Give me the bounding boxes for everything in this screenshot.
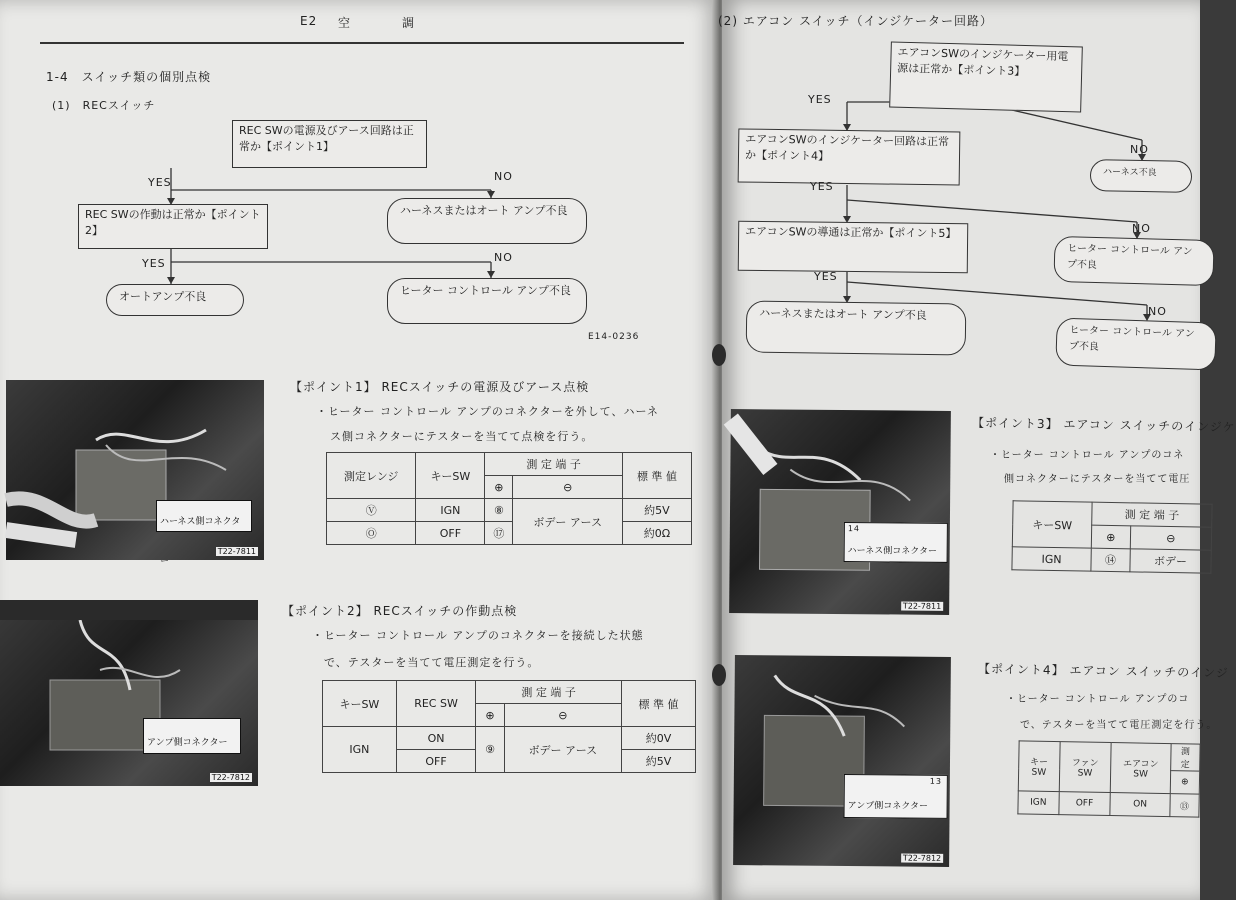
p2-ground: ボデー アース xyxy=(504,727,621,773)
point2-desc1: ・ヒーター コントロール アンプのコネクターを接続した状態 xyxy=(312,629,644,642)
p1-h-plus: ⊕ xyxy=(485,476,513,499)
right-flow-no3: NO xyxy=(1148,305,1167,318)
photo2-connector-label: アンプ側コネクター xyxy=(143,718,241,754)
p2-on: ON xyxy=(396,727,475,750)
point3-spec-table xyxy=(1011,500,1212,573)
header-title-a: 空 xyxy=(338,16,352,30)
right-photo1-connector-label: ハーネス側コネクター xyxy=(844,522,948,563)
right-flow-result-harness: ハーネス不良 xyxy=(1090,159,1193,193)
point1-title: 【ポイント1】 RECスイッチの電源及びアース点検 xyxy=(290,380,590,394)
flow-result-heater-control-amp: ヒーター コントロール アンプ不良 xyxy=(387,278,587,324)
binder-hole-2 xyxy=(712,664,726,686)
right-photo1-pin: 14 xyxy=(847,524,861,534)
right-heading: (2) エアコン スイッチ（インジケーター回路） xyxy=(718,14,994,28)
p2-v-on: 約0V xyxy=(621,727,695,750)
header-section: E2 xyxy=(300,14,318,28)
p1-r1-range: Ⓥ xyxy=(327,499,416,522)
p2-term: ⑨ xyxy=(476,727,505,773)
p3-h-plus: ⊕ xyxy=(1091,525,1130,549)
p1-h-minus: ⊖ xyxy=(513,476,622,499)
p4-h-fan: ファン SW xyxy=(1059,742,1111,793)
right-photo2-pin: 13 xyxy=(929,776,943,786)
point2-desc2: で、テスターを当てて電圧測定を行う。 xyxy=(324,656,540,669)
point1-desc1: ・ヒーター コントロール アンプのコネクターを外して、ハーネ xyxy=(316,405,659,418)
right-flow-no2: NO xyxy=(1132,222,1151,235)
right-flow-result-harness-or-auto-amp: ハーネスまたはオート アンプ不良 xyxy=(746,300,967,355)
point3-desc1: ・ヒーター コントロール アンプのコネ xyxy=(990,450,1185,461)
p1-h-key: キーSW xyxy=(416,453,485,499)
point3-desc2: 側コネクターにテスターを当てて電圧 xyxy=(1004,474,1191,485)
right-photo1-code: T22-7811 xyxy=(902,601,942,611)
binder-hole-1 xyxy=(712,344,726,366)
photo2-code: T22-7812 xyxy=(211,773,250,782)
p1-r2-term: ⑰ xyxy=(485,522,513,545)
p3-h-minus: ⊖ xyxy=(1130,526,1212,550)
flow-yes2: YES xyxy=(142,257,166,270)
p1-r2-std: 約0Ω xyxy=(622,522,691,545)
p4-fan: OFF xyxy=(1058,792,1110,816)
p2-h-plus: ⊕ xyxy=(476,704,505,727)
right-flow-q3: エアコンSWの導通は正常か【ポイント5】 xyxy=(738,221,969,273)
p3-key: IGN xyxy=(1012,547,1091,571)
sub-heading: (1) RECスイッチ xyxy=(52,99,156,112)
figure-code: E14-0236 xyxy=(588,332,640,342)
flow-q1: REC SWの電源及びアース回路は正常か【ポイント1】 xyxy=(232,120,427,168)
p2-h-minus: ⊖ xyxy=(504,704,621,727)
right-photo-amp-connector xyxy=(733,655,951,867)
p1-r2-range: Ⓞ xyxy=(327,522,416,545)
p2-off: OFF xyxy=(396,750,475,773)
right-page xyxy=(718,0,1236,900)
header-title-b: 調 xyxy=(402,16,416,30)
p3-h-key: キーSW xyxy=(1012,501,1092,548)
p2-h-rec: REC SW xyxy=(396,681,475,727)
p3-h-terminal: 測 定 端 子 xyxy=(1092,502,1212,527)
p3-ground: ボデー xyxy=(1130,549,1212,573)
flow-result-harness-or-auto-amp: ハーネスまたはオート アンプ不良 xyxy=(387,198,587,244)
right-flow-no1: NO xyxy=(1130,143,1149,156)
flow-no1: NO xyxy=(494,170,513,183)
p4-term: ⑬ xyxy=(1170,794,1200,818)
p4-h-ac: エアコン SW xyxy=(1110,743,1170,794)
flow-no2: NO xyxy=(494,251,513,264)
photo-amp-connector xyxy=(0,600,258,786)
photo1-code: T22-7811 xyxy=(217,547,256,556)
p1-r1-std: 約5V xyxy=(622,499,691,522)
right-flow-q1: エアコンSWのインジケーター用電源は正常か【ポイント3】 xyxy=(889,41,1083,112)
p3-term: ⑭ xyxy=(1091,548,1130,572)
p2-h-key: キーSW xyxy=(323,681,397,727)
right-flow-yes3: YES xyxy=(814,270,838,283)
point4-desc2: で、テスターを当てて電圧測定を行う。 xyxy=(1020,720,1218,731)
flow-result-auto-amp: オートアンプ不良 xyxy=(106,284,244,316)
right-photo2-connector-label: アンプ側コネクター xyxy=(844,774,948,819)
p1-r2-key: OFF xyxy=(416,522,485,545)
p4-h-plus: ⊕ xyxy=(1170,771,1200,795)
right-flow-result-heater-amp-1: ヒーター コントロール アンプ不良 xyxy=(1053,236,1214,286)
point2-title: 【ポイント2】 RECスイッチの作動点検 xyxy=(282,604,518,618)
point3-title: 【ポイント3】 エアコン スイッチのインジケ xyxy=(971,415,1236,435)
point4-title: 【ポイント4】 エアコン スイッチのインジ xyxy=(977,661,1229,681)
p4-ac: ON xyxy=(1110,793,1170,817)
p1-h-terminal: 測 定 端 子 xyxy=(485,453,623,476)
p1-r1-key: IGN xyxy=(416,499,485,522)
photo1-connector-label: ハーネス側コネクター xyxy=(156,500,252,532)
point4-spec-table xyxy=(1017,740,1200,817)
flow-q2: REC SWの作動は正常か【ポイント2】 xyxy=(78,204,268,249)
right-flow-q2: エアコンSWのインジケーター回路は正常か【ポイント4】 xyxy=(738,128,961,185)
p2-key: IGN xyxy=(323,727,397,773)
p1-r1-term: ⑧ xyxy=(485,499,513,522)
right-photo-harness-connector xyxy=(729,409,951,615)
right-flow-yes1: YES xyxy=(808,93,832,106)
point2-spec-table xyxy=(322,680,696,773)
section-heading: 1-4 スイッチ類の個別点検 xyxy=(46,70,212,84)
photo-harness-connector xyxy=(6,380,264,567)
p1-ground: ボデー アース xyxy=(513,499,622,545)
p4-h-key: キーSW xyxy=(1018,741,1059,792)
p1-h-range: 測定レンジ xyxy=(327,453,416,499)
right-flow-yes2: YES xyxy=(810,180,834,193)
p4-h-terminal: 測 定 xyxy=(1171,744,1201,772)
point1-spec-table xyxy=(326,452,692,545)
p2-h-std: 標 準 値 xyxy=(621,681,695,727)
point4-desc1: ・ヒーター コントロール アンプのコ xyxy=(1006,694,1190,705)
flow-yes1: YES xyxy=(148,176,172,189)
p4-key: IGN xyxy=(1018,791,1059,815)
p1-h-std: 標 準 値 xyxy=(622,453,691,499)
point1-desc2: ス側コネクターにテスターを当てて点検を行う。 xyxy=(330,430,594,443)
right-flow-result-heater-amp-2: ヒーター コントロール アンプ不良 xyxy=(1055,317,1216,370)
p2-h-terminal: 測 定 端 子 xyxy=(476,681,622,704)
p2-v-off: 約5V xyxy=(621,750,695,773)
right-photo2-code: T22-7812 xyxy=(902,853,942,863)
